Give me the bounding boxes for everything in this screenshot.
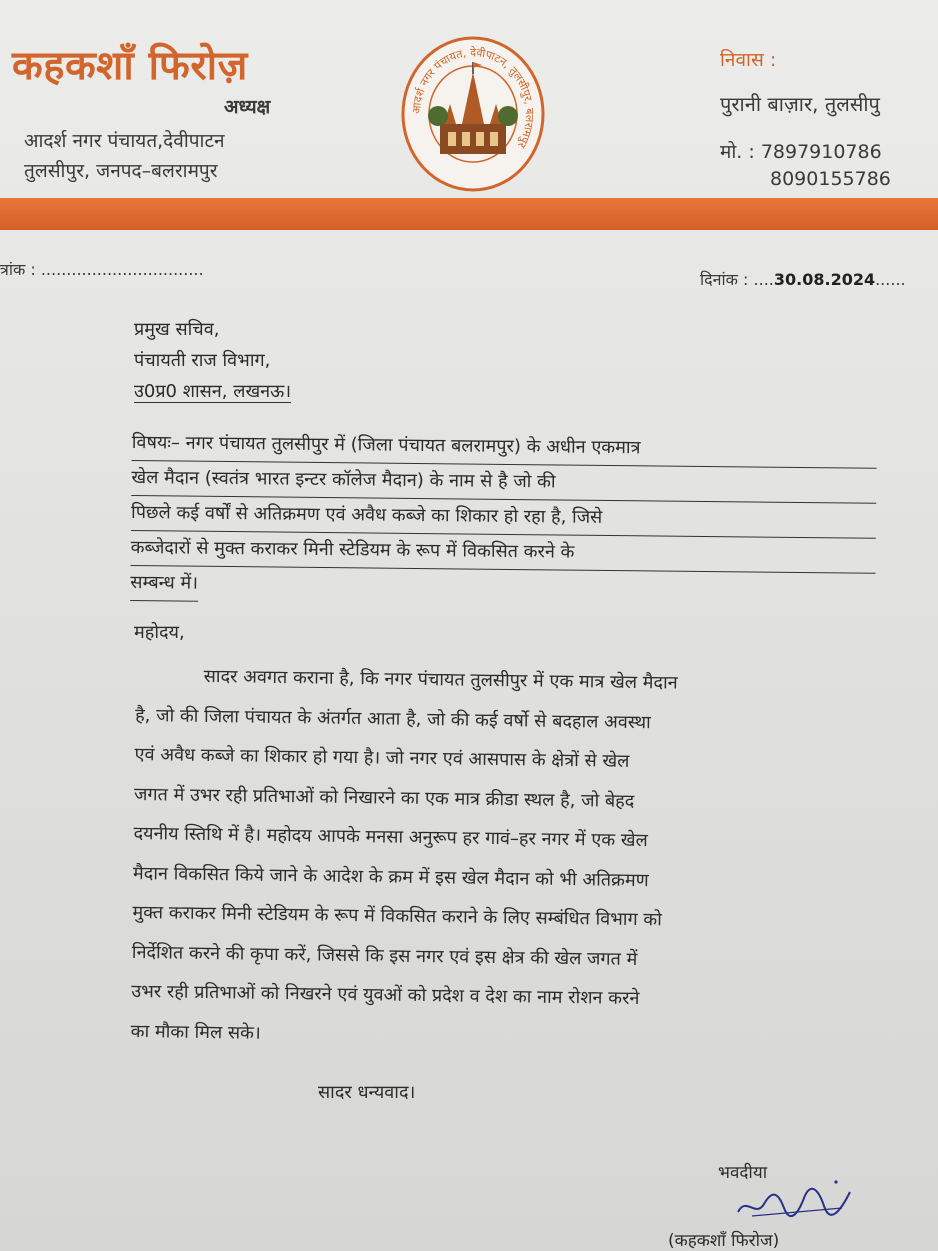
residence-address: पुरानी बाज़ार, तुलसीपु	[720, 92, 880, 116]
mobile-number-2: 8090155786	[770, 168, 891, 190]
signature-icon	[732, 1178, 862, 1226]
body-line: है, जो की जिला पंचायत के अंतर्गत आता है, जो की कई वर्षो से बदहाल अवस्था	[135, 704, 651, 733]
body-paragraph	[130, 656, 873, 1061]
subject-line: खेल मैदान (स्वतंत्र भारत इन्टर कॉलेज मैदान) के नाम से है जो की	[131, 461, 876, 504]
subject-line: कब्जेदारों से मुक्त कराकर मिनी स्टेडियम के रूप में विकसित करने के	[131, 531, 876, 574]
date-trail-dots: ......	[875, 270, 906, 289]
addressee-line-2: पंचायती राज विभाग,	[134, 350, 271, 371]
panchayat-seal-icon	[398, 32, 548, 192]
date-lead-dots: ....	[753, 270, 774, 289]
reference-dots: ................................	[40, 260, 204, 279]
reference-label: त्रांक :	[0, 260, 36, 279]
addressee-line-1: प्रमुख सचिव,	[134, 319, 220, 340]
letterhead-district: तुलसीपुर, जनपद–बलरामपुर	[24, 160, 218, 182]
mobile-line	[720, 138, 882, 164]
date-label: दिनांक :	[700, 270, 749, 289]
mobile-label: मो. :	[720, 141, 755, 163]
body-line: का मौका मिल सके।	[130, 1020, 261, 1044]
body-line: उभर रही प्रतिभाओं को निखरने एवं युवओं को प्रदेश व देश का नाम रोशन करने	[131, 980, 640, 1010]
signoff-label: भवदीया	[718, 1163, 768, 1183]
letterhead-designation: अध्यक्ष	[224, 96, 271, 118]
subject-line: सम्बन्ध में।	[130, 566, 198, 602]
letterhead-divider-band	[0, 198, 938, 230]
addressee-line-3: उ0प्र0 शासन, लखनऊ।	[134, 381, 292, 402]
letterhead-organization: आदर्श नगर पंचायत,देवीपाटन	[24, 130, 225, 152]
body-line: एवं अवैध कब्जे का शिकार हो गया है। जो नगर एवं आसपास के क्षेत्रों से खेल	[134, 743, 630, 772]
subject-line: विषयः– नगर पंचायत तुलसीपुर में (जिला पंचायत बलरामपुर) के अधीन एकमात्र	[132, 426, 877, 469]
date-line	[700, 268, 906, 290]
body-line: निर्देशित करने की कृपा करें, जिससे कि इस नगर एवं इस क्षेत्र की खेल जगत में	[131, 941, 638, 970]
body-line: मुक्त कराकर मिनी स्टेडियम के रूप में विकसित कराने के लिए सम्बंधित विभाग को	[132, 901, 663, 931]
mobile-number-1: 7897910786	[760, 141, 882, 163]
letterhead-name: कहकशाँ फिरोज़	[12, 43, 248, 89]
subject-block	[130, 426, 877, 609]
body-line: जगत में उभर रही प्रतिभाओं को निखारने का एक मात्र क्रीडा स्थल है, जो बेहद	[133, 783, 635, 812]
signoff-name: (कहकशाँ फिरोज)	[668, 1231, 780, 1251]
addressee-block	[134, 314, 291, 407]
svg-text:आदर्श नगर पंचायत, देवीपाटन, तु: आदर्श नगर पंचायत, देवीपाटन, तुलसीपुर, बलरामपुर	[409, 45, 537, 151]
body-line: दयनीय स्तिथि में है। महोदय आपके मनसा अनुरूप हर गावं–हर नगर में एक खेल	[133, 822, 648, 852]
residence-label: निवास :	[720, 49, 777, 71]
body-line: मैदान विकसित किये जाने के आदेश के क्रम में इस खेल मैदान को भी अतिक्रमण	[132, 862, 649, 891]
subject-line: पिछले कई वर्षों से अतिक्रमण एवं अवैध कब्जे का शिकार हो रहा है, जिसे	[131, 496, 876, 539]
body-line: सादर अवगत कराना है, कि नगर पंचायत तुलसीपुर में एक मात्र खेल मैदान	[203, 665, 678, 694]
salutation: महोदय,	[134, 622, 185, 643]
reference-line	[0, 258, 204, 280]
date-value: 30.08.2024	[773, 270, 876, 289]
closing-thanks: सादर धन्यवाद।	[318, 1082, 416, 1103]
